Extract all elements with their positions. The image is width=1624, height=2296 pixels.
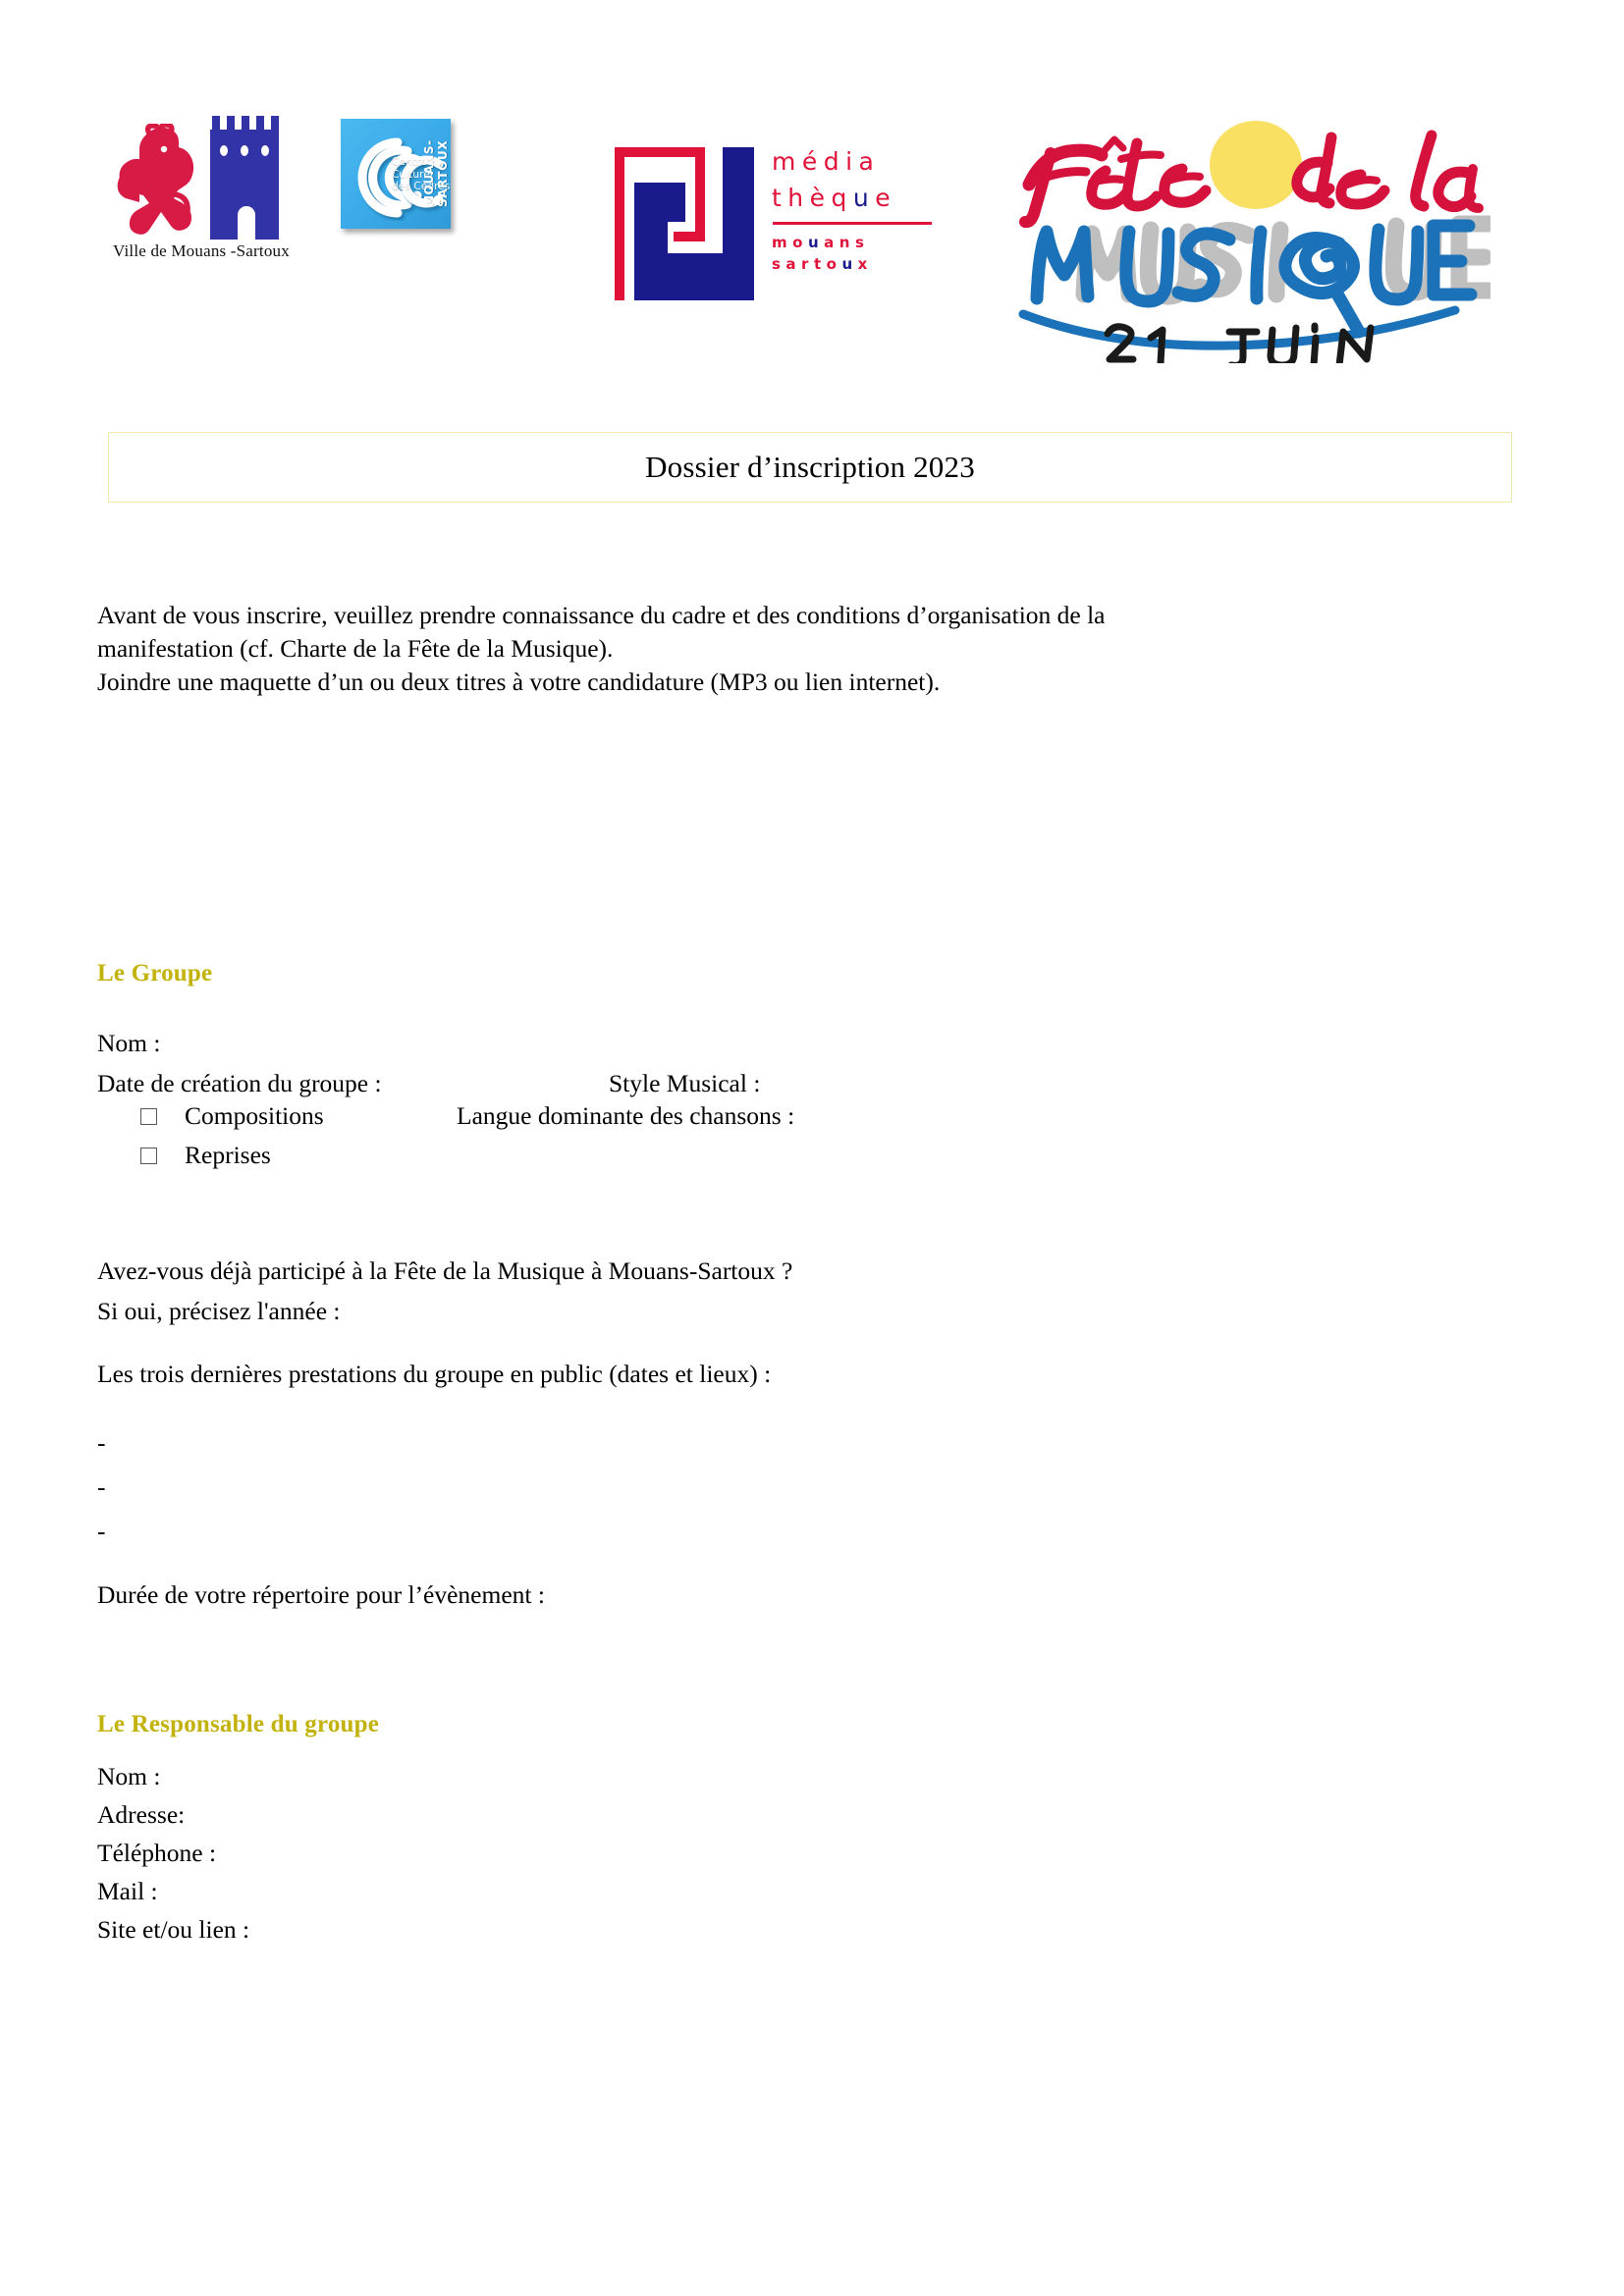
ccc-line-2: Culturel [392,168,433,181]
tower-crenel [256,116,264,132]
field-label-telephone: Téléphone : [97,1839,217,1867]
tower-door [238,206,255,241]
sartoux-u: u [841,255,858,273]
checkbox-row-reprises[interactable] [140,1141,271,1170]
theque-red-tail: e [875,184,897,212]
field-label-site-lien: Site et/ou lien : [97,1915,250,1944]
page-title: Dossier d’inscription 2023 [645,450,975,484]
tower-window [261,145,269,156]
centre-culturel-des-cedres-logo [341,119,451,229]
intro-paragraph [97,599,1472,699]
mediatheque-line-theque [772,180,945,216]
ville-logo-caption: Ville de Mouans -Sartoux [113,241,290,260]
prestation-dash-3: - [97,1517,106,1545]
mediatheque-wordmark [772,143,945,275]
theque-blue-part: u [852,184,876,212]
mediatheque-mouans-sartoux-logo [607,126,941,302]
tower-crenel [242,116,249,132]
mediatheque-mark-icon [607,126,754,302]
fete-de-la-musique-logo [990,98,1490,363]
mouans-an: an [824,234,855,251]
section-heading-le-groupe: Le Groupe [97,960,213,987]
mediatheque-line-sartoux [772,253,945,275]
section-heading-le-responsable: Le Responsable du groupe [97,1711,380,1737]
intro-line-1: Avant de vous inscrire, veuillez prendre connaissance du cadre et des conditions d’organisation de la [97,601,1106,629]
sartoux-x: x [857,255,873,273]
intro-line-2: manifestation (cf. Charte de la Fête de la Musique). [97,634,614,663]
field-label-langue-dominante: Langue dominante des chansons : [457,1101,795,1130]
checkbox-row-compositions[interactable] [140,1101,324,1131]
fete-de-la-musique-artwork [990,98,1490,363]
lion-icon [116,124,222,241]
field-label-adresse: Adresse: [97,1800,186,1829]
checkbox-reprises-icon[interactable] [140,1148,157,1164]
prestation-dash-2: - [97,1472,106,1501]
question-annee: Si oui, précisez l'année : [97,1297,341,1325]
intro-line-3: Joindre une maquette d’un ou deux titres à votre candidature (MP3 ou lien internet). [97,667,941,696]
ccc-line-3: des Cèdres [392,181,451,192]
field-label-mail: Mail : [97,1877,158,1905]
field-label-nom-responsable: Nom : [97,1762,161,1790]
checkbox-label-compositions: Compositions [185,1101,324,1130]
tower-crenel [227,116,235,132]
checkbox-label-reprises: Reprises [185,1141,271,1169]
mouans-u: u [807,234,825,251]
mediatheque-divider [773,222,932,225]
field-label-nom-groupe: Nom : [97,1029,161,1057]
document-title-box [108,432,1512,503]
sun-shape [1210,121,1302,209]
ccc-vertical-label: MOUANS-SARTOUX [422,139,450,208]
mouans-m: m [772,234,793,251]
tower-crenel [271,116,279,132]
field-label-duree-repertoire: Durée de votre répertoire pour l’évènement : [97,1580,545,1609]
question-deja-participe: Avez-vous déjà participé à la Fête de la Musique à Mouans-Sartoux ? [97,1256,793,1285]
tower-window [241,145,248,156]
sartoux-sart: sart [772,255,827,273]
question-trois-prestations: Les trois dernières prestations du groupe en public (dates et lieux) : [97,1360,772,1388]
theque-red-part: thèq [772,184,853,212]
ville-de-mouans-sartoux-logo [108,116,295,283]
prestation-dash-1: - [97,1428,106,1457]
field-label-style-musical: Style Musical : [609,1069,761,1097]
header-logo-row [0,0,1624,393]
mouans-o: o [792,234,808,251]
field-label-date-creation: Date de création du groupe : [97,1069,382,1097]
mediatheque-line-media: média [772,147,881,176]
sartoux-o: o [826,255,842,273]
mediatheque-line-mouans [772,232,945,253]
mouans-s: s [854,234,870,251]
ville-coat-of-arms [108,116,295,241]
ccc-line-1: Centre [392,156,427,168]
checkbox-compositions-icon[interactable] [140,1108,157,1125]
